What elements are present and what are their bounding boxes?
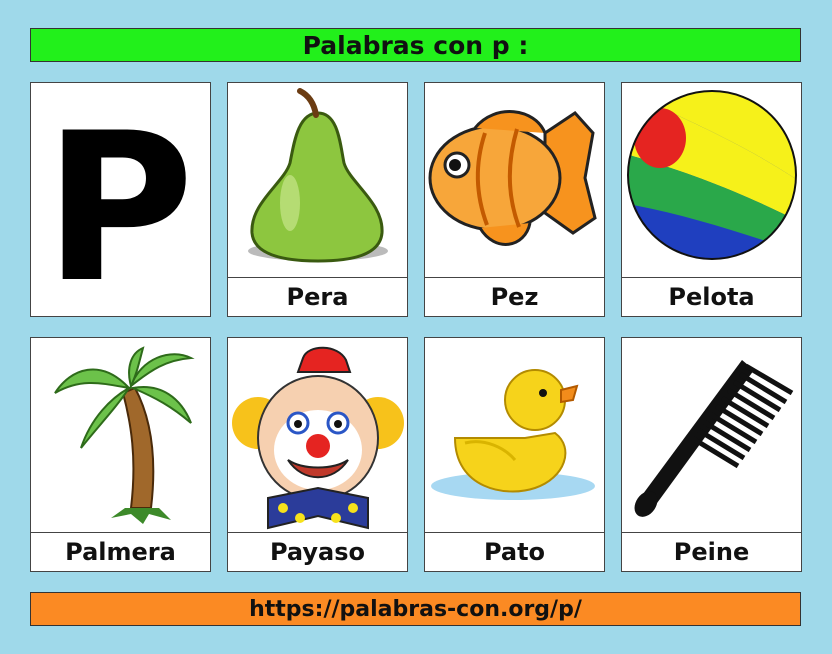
word-label: Pelota xyxy=(622,277,801,316)
word-card-pez xyxy=(424,82,605,317)
letter-glyph: P xyxy=(43,90,195,316)
letter-p-graphic xyxy=(31,83,210,316)
word-label: Payaso xyxy=(228,532,407,571)
word-card-pera xyxy=(227,82,408,317)
page-title: Palabras con p : xyxy=(30,28,801,62)
word-label: Pez xyxy=(425,277,604,316)
word-label: Pera xyxy=(228,277,407,316)
fish-icon xyxy=(425,83,604,278)
duck-icon xyxy=(425,338,604,533)
ball-icon xyxy=(622,83,801,278)
pear-icon xyxy=(228,83,407,278)
word-label: Palmera xyxy=(31,532,210,571)
footer-url[interactable]: https://palabras-con.org/p/ xyxy=(30,592,801,626)
palm-tree-icon xyxy=(31,338,210,533)
word-card-payaso xyxy=(227,337,408,572)
word-card-pelota xyxy=(621,82,802,317)
word-card-palmera xyxy=(30,337,211,572)
comb-icon xyxy=(622,338,801,533)
letter-card xyxy=(30,82,211,317)
word-label: Peine xyxy=(622,532,801,571)
clown-icon xyxy=(228,338,407,533)
word-label: Pato xyxy=(425,532,604,571)
word-card-pato xyxy=(424,337,605,572)
word-card-peine xyxy=(621,337,802,572)
